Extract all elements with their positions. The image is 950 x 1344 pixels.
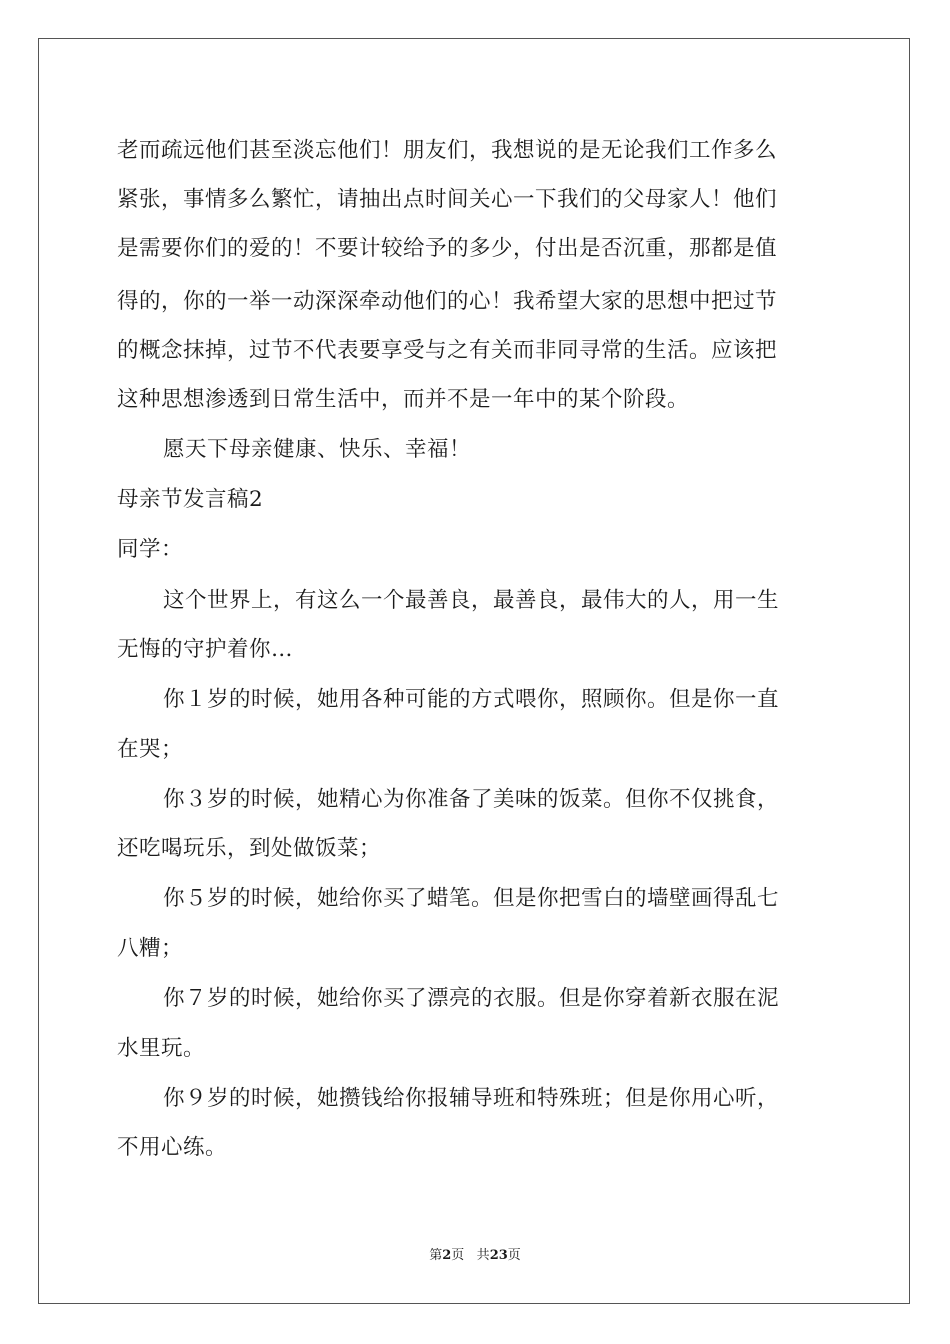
footer-total-suffix: 页 <box>507 1248 521 1263</box>
current-page-number: 2 <box>442 1248 452 1263</box>
paragraph-line: 在哭； <box>117 737 184 762</box>
page-footer <box>0 1247 950 1265</box>
footer-page-suffix: 页 <box>451 1248 465 1263</box>
paragraph-line: 这种思想渗透到日常生活中，而并不是一年中的某个阶段。 <box>117 387 690 412</box>
salutation: 同学： <box>117 537 184 562</box>
paragraph-line: 你３岁的时候，她精心为你准备了美味的饭菜。但你不仅挑食， <box>163 787 780 812</box>
paragraph-line: 你１岁的时候，她用各种可能的方式喂你，照顾你。但是你一直 <box>163 687 780 712</box>
paragraph-line: 无悔的守护着你… <box>117 637 294 662</box>
blessing-line: 愿天下母亲健康、快乐、幸福！ <box>163 437 472 462</box>
paragraph-line: 是需要你们的爱的！不要计较给予的多少，付出是否沉重，那都是值 <box>117 236 778 261</box>
paragraph-line: 得的，你的一举一动深深牵动他们的心！我希望大家的思想中把过节 <box>117 289 778 314</box>
paragraph-line: 水里玩。 <box>117 1036 206 1061</box>
page-border <box>38 38 910 1304</box>
paragraph-line: 这个世界上，有这么一个最善良，最善良，最伟大的人，用一生 <box>163 588 780 613</box>
paragraph-line: 的概念抹掉，过节不代表要享受与之有关而非同寻常的生活。应该把 <box>117 338 778 363</box>
paragraph-line: 八糟； <box>117 936 184 961</box>
paragraph-line: 你９岁的时候，她攒钱给你报辅导班和特殊班；但是你用心听， <box>163 1086 780 1111</box>
paragraph-line: 你７岁的时候，她给你买了漂亮的衣服。但是你穿着新衣服在泥 <box>163 986 780 1011</box>
paragraph-line: 你５岁的时候，她给你买了蜡笔。但是你把雪白的墙壁画得乱七 <box>163 886 780 911</box>
section-heading: 母亲节发言稿2 <box>117 487 264 512</box>
paragraph-line: 不用心练。 <box>117 1135 228 1160</box>
footer-total-prefix: 共 <box>476 1248 490 1263</box>
footer-prefix: 第 <box>429 1248 443 1263</box>
paragraph-line: 还吃喝玩乐，到处做饭菜； <box>117 836 382 861</box>
total-pages-number: 23 <box>489 1248 508 1263</box>
paragraph-line: 老而疏远他们甚至淡忘他们！朋友们，我想说的是无论我们工作多么 <box>117 138 778 163</box>
paragraph-line: 紧张，事情多么繁忙，请抽出点时间关心一下我们的父母家人！他们 <box>117 187 778 212</box>
